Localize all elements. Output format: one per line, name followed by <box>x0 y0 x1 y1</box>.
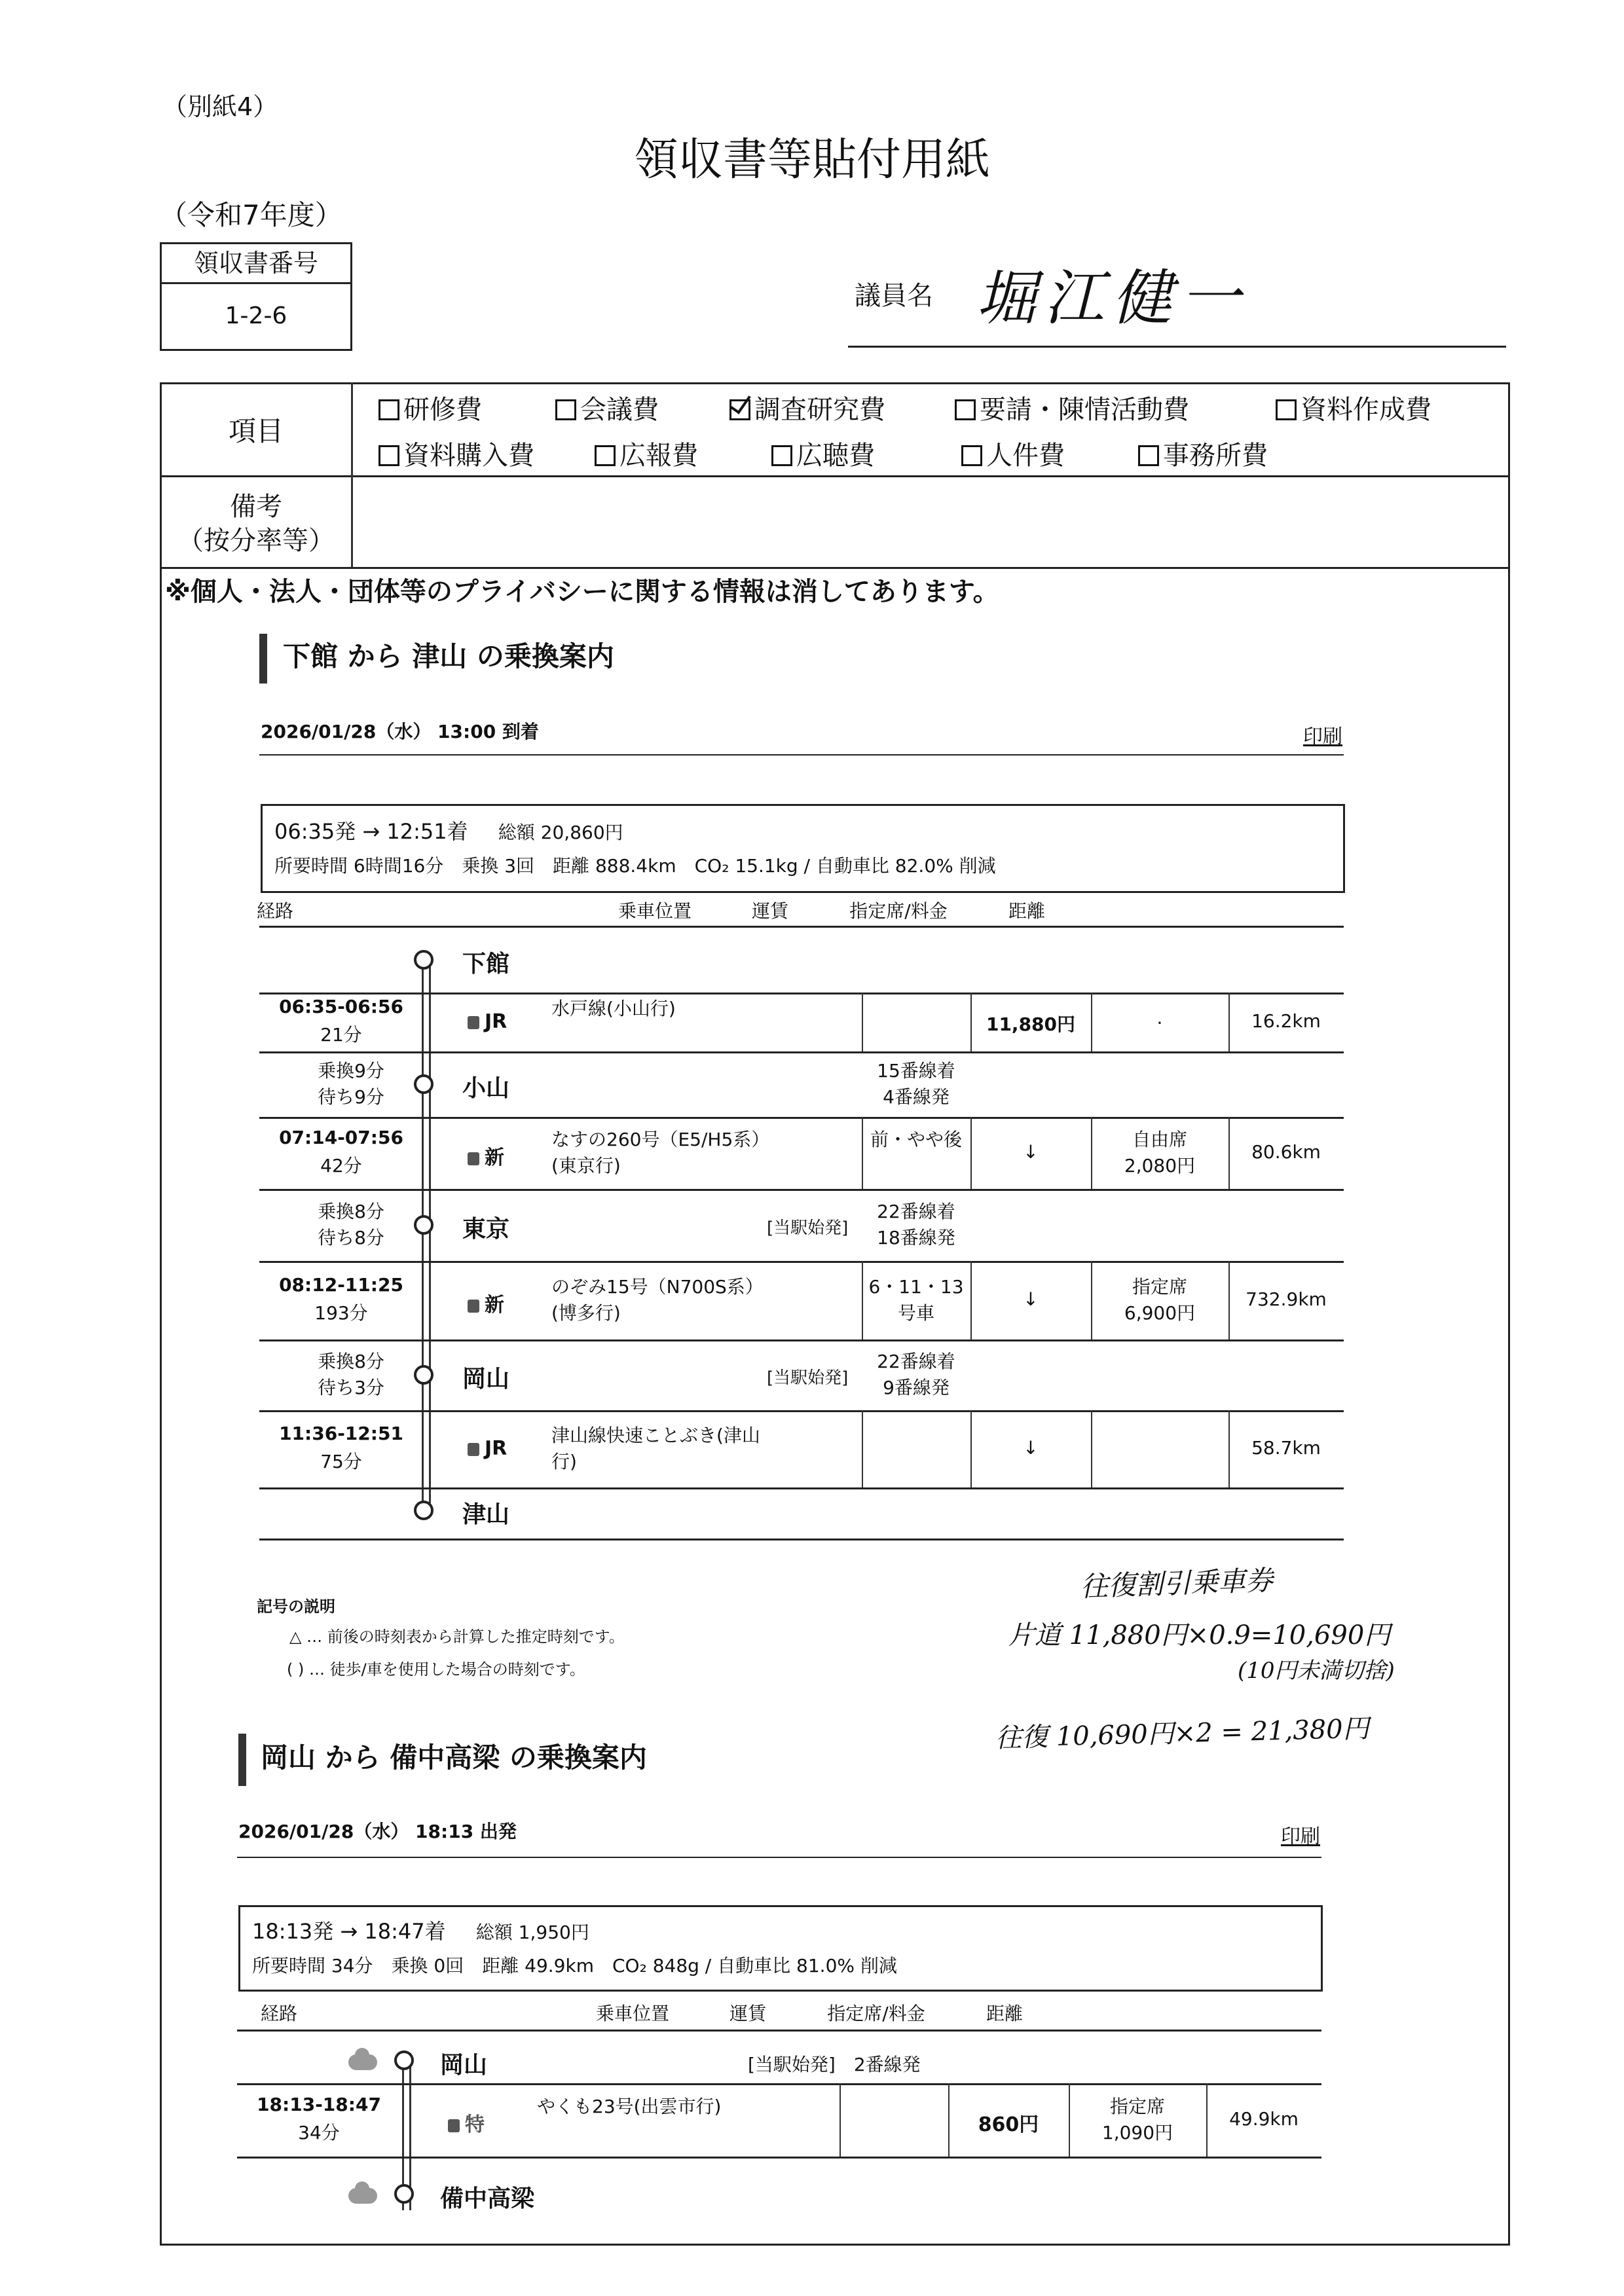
station-node-icon <box>414 1074 434 1094</box>
r1-leg-seat: 指定席 6,900円 <box>1124 1276 1196 1324</box>
r1-row-line <box>259 1339 1344 1341</box>
item-checkbox-6[interactable] <box>378 435 534 472</box>
legend-2: ( ) … 徒歩/車を使用した場合の時刻です。 <box>287 1660 585 1679</box>
item-label-text: 研修費 <box>403 395 482 425</box>
r1-transfer-time: 乗換8分 待ち8分 <box>318 1201 384 1248</box>
r1-row-line <box>259 1410 1344 1412</box>
r1-row-line <box>259 1189 1344 1191</box>
r2-col-divider <box>1069 2083 1070 2157</box>
r1-header-line <box>259 926 1344 928</box>
checkbox-icon[interactable] <box>378 445 399 466</box>
r1-header-3: 指定席/料金 <box>849 900 948 922</box>
r1-col-divider <box>970 1261 972 1339</box>
checkbox-icon[interactable] <box>729 399 750 420</box>
member-signature: 堀江健一 <box>976 263 1249 333</box>
r1-start-label: [当駅始発] <box>767 1218 849 1238</box>
item-label-text: 人件費 <box>986 441 1065 471</box>
r2-row-line <box>237 2083 1321 2085</box>
handnote-4: 往復 10,690円×2 = 21,380円 <box>995 1713 1370 1754</box>
r1-station-1: 小山 <box>462 1075 510 1102</box>
item-label-text: 資料購入費 <box>403 441 534 471</box>
r2-header-3: 指定席/料金 <box>827 2003 925 2024</box>
route2-heading: 岡山 から 備中高梁 の乗換案内 <box>261 1741 647 1774</box>
r1-header-0: 経路 <box>256 900 293 922</box>
r1-station-2: 東京 <box>462 1216 510 1243</box>
r2-col-divider <box>1206 2083 1208 2157</box>
route2-summary-time: 18:13発 → 18:47着 <box>252 1919 446 1944</box>
r1-leg-duration: 21分 <box>320 1024 362 1046</box>
r1-leg-distance: 732.9km <box>1246 1288 1327 1310</box>
r1-leg-distance: 16.2km <box>1251 1010 1321 1032</box>
r2-header-2: 運賃 <box>729 2003 766 2024</box>
r1-station-4: 津山 <box>462 1501 510 1528</box>
r2-leg-seat: 指定席 1,090円 <box>1101 2096 1173 2143</box>
route2-summary <box>238 1905 1323 1992</box>
item-label-text: 広報費 <box>619 441 698 471</box>
r1-col-divider <box>1091 1261 1092 1339</box>
station-node-icon <box>414 1365 434 1385</box>
handnote-2: 片道 11,880円×0.9=10,690円 <box>1008 1620 1391 1650</box>
r1-leg-position: 前・やや後 <box>870 1129 962 1150</box>
route2-summary-total: 総額 1,950円 <box>475 1922 589 1943</box>
r2-header-1: 乗車位置 <box>595 2003 669 2024</box>
legend-1: △ … 前後の時刻表から計算した推定時刻です。 <box>289 1628 625 1646</box>
r1-col-divider <box>1228 1410 1230 1487</box>
r1-col-divider <box>970 993 972 1051</box>
receipt-number-label: 領収書番号 <box>162 244 350 284</box>
receipt-number-box <box>160 242 352 351</box>
station-node-icon <box>414 1501 434 1520</box>
train-type-text: JR <box>485 1010 507 1033</box>
r2-leg-line: やくも23号(出雲市行) <box>537 2096 722 2117</box>
receipt-number: 1-2-6 <box>225 302 287 329</box>
r1-platform: 15番線着 4番線発 <box>877 1060 955 1108</box>
checkbox-icon[interactable] <box>555 399 576 420</box>
route2-heading-bar <box>238 1734 246 1786</box>
train-icon <box>468 1443 479 1456</box>
train-type-text: 新 <box>485 1294 504 1317</box>
checkbox-icon[interactable] <box>961 445 982 466</box>
route1-table <box>256 894 1344 1542</box>
item-label: 項目 <box>228 415 284 447</box>
r1-header-1: 乗車位置 <box>618 900 692 922</box>
r1-leg-fare: ↓ <box>1023 1288 1039 1310</box>
r2-header-0: 経路 <box>260 2003 297 2024</box>
r1-leg-line: なすの260号（E5/H5系）(東京行) <box>551 1129 761 1176</box>
route2-print-link[interactable]: 印刷 <box>1281 1825 1320 1848</box>
train-icon <box>468 1016 479 1029</box>
r1-leg-fare: 11,880円 <box>986 1013 1076 1035</box>
r1-station-3: 岡山 <box>462 1366 510 1393</box>
r1-row-line <box>259 1051 1344 1053</box>
r1-leg-time: 06:35-06:56 <box>279 996 403 1017</box>
r1-leg-time: 07:14-07:56 <box>279 1127 403 1148</box>
r1-leg-fare: ↓ <box>1023 1141 1039 1163</box>
r2-header-line <box>237 2030 1321 2032</box>
station-node-icon <box>394 2184 414 2204</box>
route1-heading: 下館 から 津山 の乗換案内 <box>283 640 614 672</box>
r1-leg-line: 水戸線(小山行) <box>551 998 676 1019</box>
member-name-label: 議員名 <box>855 281 933 311</box>
r2-col-divider <box>840 2083 841 2157</box>
checkbox-icon[interactable] <box>378 399 399 420</box>
signature-line <box>848 346 1506 348</box>
r1-leg-position: 6・11・13号車 <box>868 1276 964 1324</box>
train-icon <box>468 1152 479 1165</box>
r1-col-divider <box>862 993 863 1051</box>
item-label-text: 会議費 <box>580 395 659 425</box>
r1-leg-time: 08:12-11:25 <box>279 1274 403 1296</box>
r2-row-line <box>237 2157 1321 2159</box>
r2-from-note: [当駅始発] 2番線発 <box>748 2054 921 2075</box>
route1-summary-time: 06:35発 → 12:51着 <box>274 819 468 844</box>
r2-leg-duration: 34分 <box>298 2122 340 2143</box>
r1-col-divider <box>1091 1117 1092 1189</box>
remarks-label: 備考 （按分率等） <box>177 492 335 556</box>
r1-train-type <box>468 1010 507 1033</box>
r1-leg-duration: 42分 <box>320 1155 362 1176</box>
page-title: 領収書等貼付用紙 <box>633 134 990 186</box>
r1-leg-duration: 193分 <box>314 1302 368 1324</box>
handnote-1: 往復割引乗車券 <box>1080 1563 1274 1603</box>
r1-col-divider <box>1091 993 1092 1051</box>
route1-date: 2026/01/28（水） 13:00 到着 <box>261 721 539 742</box>
r1-train-type <box>468 1437 507 1460</box>
r2-col-divider <box>948 2083 950 2157</box>
r1-leg-distance: 80.6km <box>1251 1141 1321 1163</box>
r1-col-divider <box>1228 1117 1230 1189</box>
r2-header-4: 距離 <box>986 2003 1023 2024</box>
r1-bottom-line <box>259 1539 1344 1540</box>
r1-col-divider <box>1228 993 1230 1051</box>
r1-leg-distance: 58.7km <box>1251 1437 1321 1459</box>
item-checkbox-3[interactable] <box>729 389 885 426</box>
checkbox-icon[interactable] <box>771 445 792 466</box>
route2-table <box>237 1997 1321 2226</box>
checkbox-icon[interactable] <box>1138 445 1159 466</box>
r1-transfer-time: 乗換8分 待ち3分 <box>318 1351 384 1398</box>
weather-cloud-icon <box>348 2188 377 2204</box>
item-label-text: 資料作成費 <box>1301 395 1431 425</box>
r1-platform: 22番線着 18番線発 <box>877 1201 955 1248</box>
r2-leg-time: 18:13-18:47 <box>257 2094 381 2115</box>
fiscal-year: （令和7年度） <box>160 199 342 231</box>
r1-leg-fare: ↓ <box>1023 1437 1039 1459</box>
r1-row-line <box>259 1261 1344 1263</box>
train-type-text: 新 <box>485 1146 504 1169</box>
route1-summary-total: 総額 20,860円 <box>498 822 623 843</box>
train-type-text: JR <box>485 1437 507 1460</box>
r1-leg-line: 津山線快速ことぶき(津山行) <box>551 1425 760 1472</box>
route1-print-link[interactable]: 印刷 <box>1303 725 1342 748</box>
r2-station-to: 備中高梁 <box>440 2185 535 2212</box>
r1-leg-line: のぞみ15号（N700S系）(博多行) <box>551 1276 764 1324</box>
r1-col-divider <box>862 1117 863 1189</box>
r1-train-type <box>468 1288 504 1317</box>
r1-leg-seat: 自由席 2,080円 <box>1124 1129 1196 1176</box>
r1-transfer-time: 乗換9分 待ち9分 <box>318 1060 384 1108</box>
item-label-text: 広聴費 <box>796 441 875 471</box>
r1-leg-time: 11:36-12:51 <box>279 1423 403 1444</box>
route1-summary <box>261 804 1345 893</box>
r1-col-divider <box>970 1410 972 1487</box>
r1-row-line <box>259 1487 1344 1489</box>
checkbox-icon[interactable] <box>955 399 976 420</box>
item-checkbox-7[interactable] <box>595 435 698 472</box>
train-type-text: 特 <box>465 2113 485 2136</box>
checkbox-icon[interactable] <box>1276 399 1297 420</box>
r1-station-0: 下館 <box>462 951 510 977</box>
station-node-icon <box>394 2050 414 2070</box>
r1-platform: 22番線着 9番線発 <box>877 1351 955 1398</box>
r1-col-divider <box>1091 1410 1092 1487</box>
item-checkbox-9[interactable] <box>961 435 1065 472</box>
item-checkbox-10[interactable] <box>1138 435 1268 472</box>
checkbox-icon[interactable] <box>595 445 616 466</box>
item-label-text: 調査研究費 <box>754 395 885 425</box>
r1-leg-duration: 75分 <box>320 1451 362 1472</box>
r2-station-from: 岡山 <box>440 2052 488 2079</box>
r1-start-label: [当駅始発] <box>767 1368 849 1388</box>
train-icon <box>448 2119 460 2132</box>
item-label-text: 要請・陳情活動費 <box>980 395 1189 425</box>
train-icon <box>468 1300 479 1313</box>
item-label-text: 事務所費 <box>1163 441 1268 471</box>
r1-header-2: 運賃 <box>751 900 788 922</box>
r2-leg-fare: 860円 <box>978 2113 1039 2136</box>
privacy-note: ※個人・法人・団体等のプライバシーに関する情報は消してあります。 <box>165 577 999 607</box>
item-checkbox-5[interactable] <box>1276 389 1431 426</box>
item-checkbox-1[interactable] <box>378 389 482 426</box>
r1-col-divider <box>862 1261 863 1339</box>
r2-leg-distance: 49.9km <box>1229 2108 1299 2130</box>
r2-train-type <box>448 2108 485 2137</box>
r1-train-type <box>468 1141 504 1170</box>
r1-row-line <box>259 1117 1344 1119</box>
r1-col-divider <box>862 1410 863 1487</box>
r1-header-4: 距離 <box>1008 900 1045 922</box>
annex-label: （別紙4） <box>162 92 278 121</box>
item-checkbox-4[interactable] <box>955 389 1189 426</box>
weather-cloud-icon <box>348 2054 377 2070</box>
r1-row-line <box>259 993 1344 994</box>
route1-summary-detail: 所要時間 6時間16分 乗換 3回 距離 888.4km CO₂ 15.1kg / 自動車比 82.0% 削減 <box>274 855 996 877</box>
station-node-icon <box>414 1215 434 1235</box>
route1-heading-bar <box>259 634 267 683</box>
r1-leg-seat: · <box>1156 1012 1163 1034</box>
item-checkbox-8[interactable] <box>771 435 875 472</box>
r1-col-divider <box>1228 1261 1230 1339</box>
legend-title: 記号の説明 <box>257 1597 335 1616</box>
station-node-icon <box>414 950 434 970</box>
item-checkbox-2[interactable] <box>555 389 659 426</box>
route2-summary-detail: 所要時間 34分 乗換 0回 距離 49.9km CO₂ 848g / 自動車比 81.0% 削減 <box>252 1955 897 1977</box>
route2-date: 2026/01/28（水） 18:13 出発 <box>238 1821 517 1842</box>
r1-col-divider <box>970 1117 972 1189</box>
handnote-3: (10円未満切捨) <box>1238 1658 1395 1684</box>
